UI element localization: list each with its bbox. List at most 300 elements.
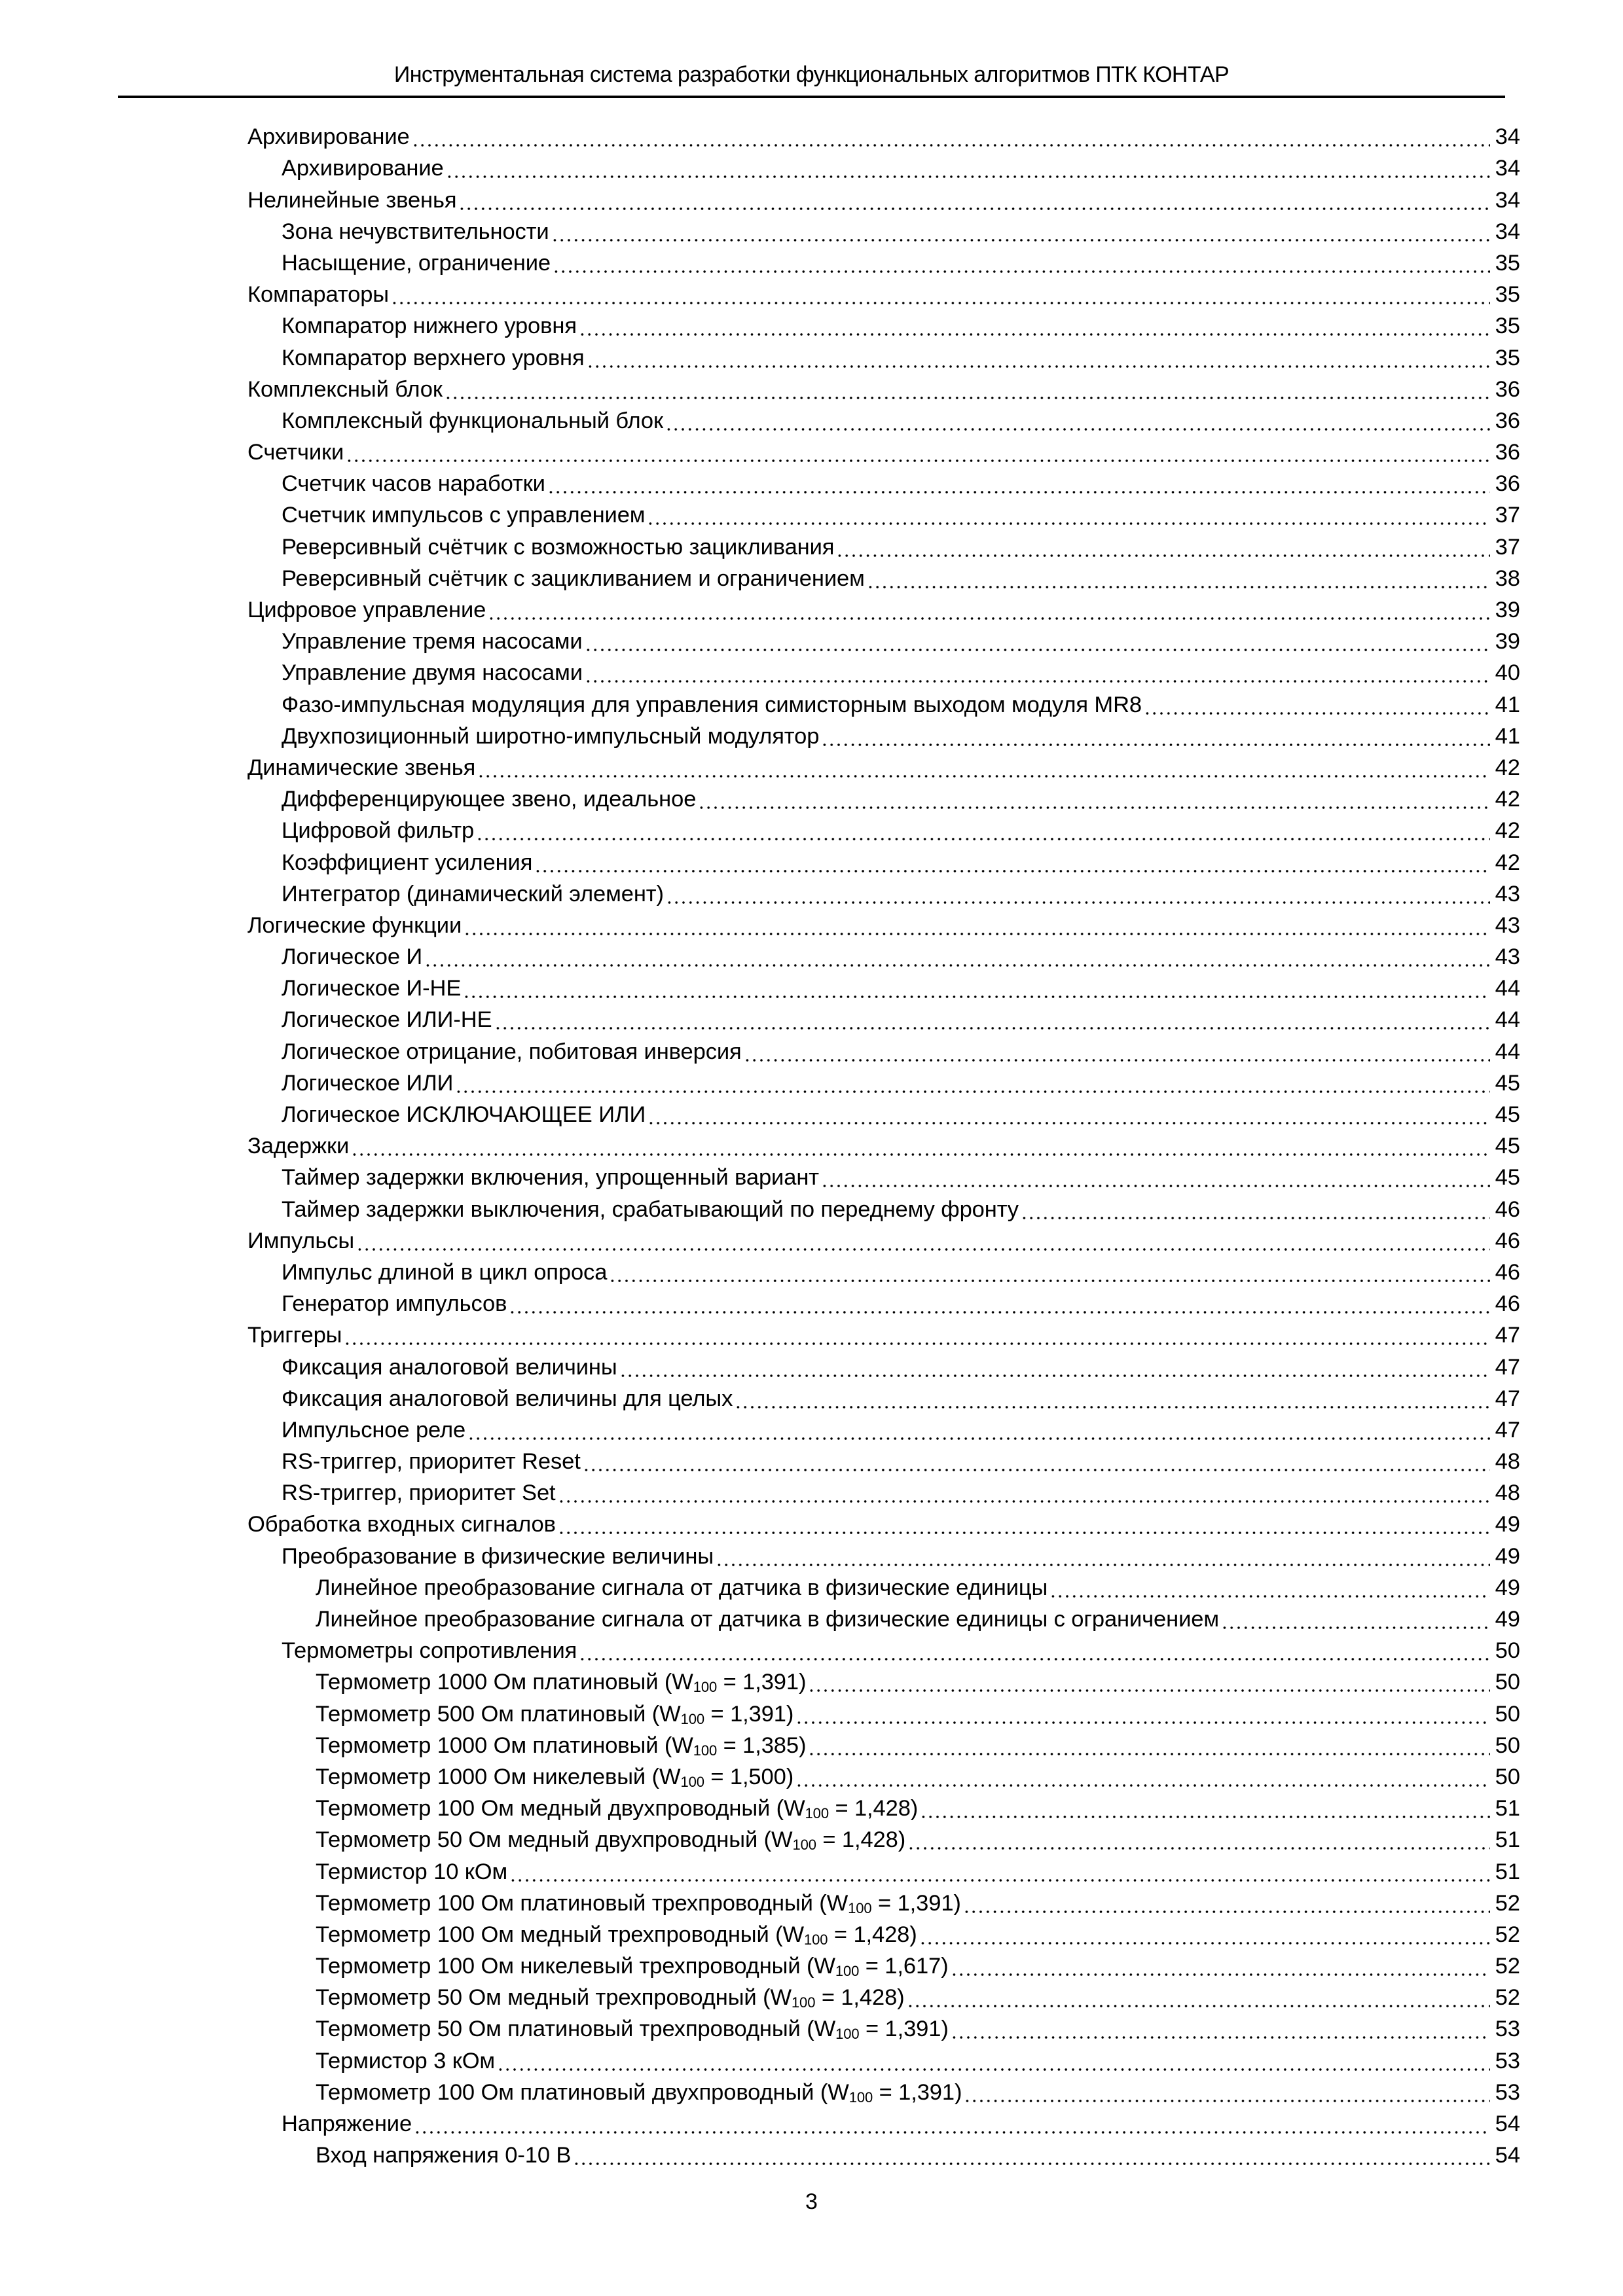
- toc-entry[interactable]: [247, 1380, 1520, 1411]
- toc-entry-page: 49: [1495, 1543, 1520, 1569]
- toc-dot-leader: [666, 885, 1490, 905]
- toc-entry[interactable]: [247, 1158, 1520, 1190]
- toc-entry[interactable]: [247, 244, 1520, 276]
- toc-dot-leader: [716, 1547, 1490, 1567]
- toc-entry-page: 34: [1495, 219, 1520, 244]
- toc-entry-title: [282, 1449, 583, 1474]
- toc-entry-page: 35: [1495, 282, 1520, 308]
- toc-entry-title: [282, 660, 585, 685]
- toc-dot-leader: [494, 1011, 1491, 1030]
- toc-entry-page: 54: [1495, 2143, 1520, 2168]
- toc-dot-leader: [907, 1988, 1490, 2008]
- toc-entry[interactable]: [247, 1789, 1520, 1821]
- toc-entry[interactable]: [247, 1285, 1520, 1316]
- toc-entry-page: 42: [1495, 755, 1520, 780]
- toc-entry[interactable]: [247, 2105, 1520, 2136]
- toc-entry-title-text: Нелинейные звенья: [247, 187, 457, 213]
- toc-entry[interactable]: [247, 1537, 1520, 1568]
- toc-entry-title-text: Логическое отрицание, побитовая инверсия: [282, 1039, 742, 1064]
- toc-dot-leader: [346, 443, 1490, 463]
- toc-entry-title: [316, 1702, 795, 1727]
- toc-entry-title-text: Термометр 500 Ом платиновый (W: [316, 1701, 681, 1727]
- toc-entry-page: 42: [1495, 787, 1520, 812]
- toc-dot-leader: [509, 1295, 1490, 1314]
- toc-entry-page: 36: [1495, 471, 1520, 497]
- toc-entry-title-subscript: 100: [805, 1805, 829, 1821]
- toc-entry-title: [282, 156, 446, 181]
- toc-entry-title-text: Термометр 100 Ом никелевый трехпроводный (W: [316, 1954, 835, 1979]
- toc-entry-title: [282, 1197, 1021, 1222]
- toc-entry[interactable]: [247, 213, 1520, 244]
- toc-dot-leader: [920, 1799, 1490, 1819]
- toc-entry-title: [282, 1165, 821, 1190]
- toc-entry-page: 46: [1495, 1228, 1520, 1253]
- toc-entry-page: 49: [1495, 1575, 1520, 1600]
- toc-entry-title: [282, 2111, 414, 2136]
- toc-entry-title-text: Напряжение: [282, 2111, 412, 2136]
- toc-entry-title: [247, 1323, 344, 1348]
- toc-entry-title-suffix: = 1,428): [816, 1827, 906, 1853]
- toc-entry-page: 47: [1495, 1354, 1520, 1380]
- toc-entry-title-suffix: = 1,391): [871, 1890, 961, 1916]
- toc-entry-title-subscript: 100: [804, 1931, 828, 1947]
- toc-entry-page: 45: [1495, 1165, 1520, 1191]
- toc-entry-title-text: Термометр 100 Ом платиновый двухпроводный (W: [316, 2079, 849, 2105]
- toc-dot-leader: [458, 191, 1490, 211]
- toc-entry[interactable]: [247, 1222, 1520, 1253]
- toc-entry-page: 47: [1495, 1386, 1520, 1411]
- toc-entry-title: [316, 1670, 808, 1695]
- toc-entry-title: [316, 1985, 907, 2010]
- toc-entry-title: [282, 944, 424, 969]
- toc-entry[interactable]: [247, 812, 1520, 843]
- toc-entry-title: [316, 1922, 919, 1947]
- toc-entry-title: [282, 1638, 579, 1663]
- toc-dot-leader: [808, 1673, 1490, 1693]
- toc-entry-title-text: RS-триггер, приоритет Set: [282, 1480, 556, 1506]
- toc-entry-title-text: Комплексный блок: [247, 376, 443, 402]
- toc-entry-title-text: Дифференцирующее звено, идеальное: [282, 787, 697, 812]
- toc-entry-title-text: Цифровой фильтр: [282, 818, 475, 844]
- toc-dot-leader: [1049, 1579, 1490, 1598]
- toc-entry[interactable]: [247, 181, 1520, 212]
- toc-entry-page: 44: [1495, 1007, 1520, 1033]
- toc-entry-title-text: Генератор импульсов: [282, 1291, 507, 1317]
- toc-entry[interactable]: [247, 1505, 1520, 1537]
- toc-entry[interactable]: [247, 1821, 1520, 1852]
- toc-entry-title-suffix: = 1,428): [815, 1985, 905, 2011]
- toc-dot-leader: [665, 412, 1490, 431]
- toc-dot-leader: [464, 916, 1490, 936]
- toc-entry-title-text: Логическое ИСКЛЮЧАЮЩЕЕ ИЛИ: [282, 1102, 646, 1127]
- toc-entry-title: [282, 251, 553, 276]
- toc-entry-title: [247, 913, 464, 938]
- toc-entry-title: [247, 1229, 356, 1253]
- toc-entry[interactable]: [247, 875, 1520, 906]
- toc-entry-title-text: Термометр 1000 Ом платиновый (W: [316, 1670, 693, 1695]
- toc-entry-page: 51: [1495, 1796, 1520, 1821]
- toc-entry[interactable]: [247, 1569, 1520, 1600]
- toc-entry-title-text: Счетчик часов наработки: [282, 471, 545, 497]
- toc-entry[interactable]: [247, 370, 1520, 402]
- toc-entry-title: [282, 882, 666, 906]
- toc-entry-title-subscript: 100: [848, 1899, 872, 1916]
- toc-entry[interactable]: [247, 2010, 1520, 2041]
- toc-entry[interactable]: [247, 906, 1520, 938]
- toc-entry[interactable]: [247, 969, 1520, 1001]
- toc-entry-title-suffix: = 1,428): [828, 1796, 919, 1821]
- toc-entry-title: [316, 1827, 907, 1852]
- toc-entry[interactable]: [247, 1064, 1520, 1096]
- toc-entry[interactable]: [247, 685, 1520, 717]
- toc-entry[interactable]: [247, 622, 1520, 654]
- toc-entry[interactable]: [247, 1096, 1520, 1127]
- toc-entry-title-text: Двухпозиционный широтно-импульсный модулятор: [282, 723, 820, 749]
- toc-entry-title: [282, 1418, 467, 1443]
- toc-entry[interactable]: [247, 654, 1520, 685]
- toc-dot-leader: [821, 727, 1490, 747]
- toc-entry-title-text: Реверсивный счётчик с возможностью зацикливания: [282, 534, 835, 560]
- toc-entry-title-suffix: = 1,391): [717, 1670, 807, 1695]
- toc-entry-title-text: Термометр 50 Ом платиновый трехпроводный (W: [316, 2017, 836, 2042]
- toc-entry-title-text: Счетчики: [247, 440, 344, 465]
- toc-entry-title-text: Триггеры: [247, 1323, 342, 1348]
- toc-entry-page: 52: [1495, 1890, 1520, 1916]
- toc-entry-title: [282, 346, 587, 370]
- toc-entry-page: 38: [1495, 565, 1520, 591]
- toc-entry[interactable]: [247, 1190, 1520, 1221]
- toc-entry-title-text: Логическое И-НЕ: [282, 976, 462, 1001]
- toc-entry-page: 52: [1495, 1922, 1520, 1947]
- toc-entry-title-suffix: = 1,391): [873, 2079, 962, 2105]
- toc-entry-title-text: Термометр 1000 Ом платиновый (W: [316, 1732, 693, 1758]
- toc-entry-title-subscript: 100: [835, 2026, 860, 2042]
- toc-dot-leader: [573, 2146, 1490, 2166]
- toc-dot-leader: [391, 285, 1490, 305]
- toc-entry-page: 53: [1495, 2017, 1520, 2042]
- toc-dot-leader: [414, 2115, 1490, 2134]
- toc-entry-title: [282, 629, 585, 654]
- toc-dot-leader: [476, 821, 1490, 841]
- toc-dot-leader: [424, 948, 1490, 967]
- toc-entry[interactable]: [247, 307, 1520, 338]
- toc-entry-title: [282, 1260, 609, 1285]
- toc-dot-leader: [585, 632, 1490, 652]
- toc-dot-leader: [585, 664, 1490, 683]
- toc-entry-page: 36: [1495, 440, 1520, 465]
- toc-dot-leader: [477, 759, 1490, 778]
- toc-entry-title-text: Архивирование: [282, 156, 444, 181]
- toc-entry[interactable]: [247, 1916, 1520, 1947]
- toc-entry-title: [316, 2049, 497, 2073]
- toc-entry-page: 36: [1495, 376, 1520, 402]
- toc-entry-title-text: Термометр 50 Ом медный трехпроводный (W: [316, 1985, 792, 2011]
- toc-entry-page: 45: [1495, 1102, 1520, 1127]
- toc-entry-title-text: Фиксация аналоговой величины для целых: [282, 1386, 733, 1411]
- toc-entry-title-text: Интегратор (динамический элемент): [282, 881, 664, 906]
- toc-entry-title-text: Таймер задержки включения, упрощенный вариант: [282, 1165, 819, 1191]
- toc-entry-title-subscript: 100: [848, 2089, 873, 2105]
- toc-entry-title-text: Линейное преобразование сигнала от датчика в физические единицы с ограничением: [316, 1607, 1219, 1632]
- toc-entry[interactable]: [247, 1600, 1520, 1632]
- toc-entry-title: [316, 1796, 920, 1821]
- toc-entry-page: 35: [1495, 250, 1520, 276]
- toc-entry-title-text: Компаратор верхнего уровня: [282, 345, 585, 370]
- toc-entry-title: [316, 2080, 964, 2105]
- toc-entry[interactable]: [247, 1001, 1520, 1032]
- toc-entry[interactable]: [247, 749, 1520, 780]
- toc-entry[interactable]: [247, 149, 1520, 181]
- toc-entry-title-text: Компараторы: [247, 282, 389, 308]
- toc-entry-page: 46: [1495, 1196, 1520, 1222]
- toc-entry[interactable]: [247, 1443, 1520, 1474]
- toc-entry-page: 34: [1495, 187, 1520, 213]
- toc-entry-page: 35: [1495, 314, 1520, 339]
- toc-entry[interactable]: [247, 1316, 1520, 1348]
- toc-entry-title-text: Задержки: [247, 1134, 350, 1159]
- toc-entry[interactable]: [247, 780, 1520, 812]
- toc-entry-title: [282, 566, 867, 591]
- toc-dot-leader: [647, 1105, 1490, 1125]
- toc-dot-leader: [467, 1421, 1490, 1441]
- toc-entry-title-text: Таймер задержки выключения, срабатывающий по переднему фронту: [282, 1196, 1019, 1222]
- toc-dot-leader: [445, 380, 1490, 400]
- toc-entry[interactable]: [247, 560, 1520, 591]
- toc-entry-title: [247, 1134, 351, 1158]
- toc-entry-title-text: Термистор 3 кОм: [316, 2048, 496, 2073]
- toc-dot-leader: [446, 159, 1490, 179]
- toc-entry-page: 39: [1495, 629, 1520, 655]
- toc-entry-page: 45: [1495, 1134, 1520, 1159]
- toc-entry-title: [247, 1512, 558, 1537]
- toc-entry[interactable]: [247, 717, 1520, 749]
- toc-entry[interactable]: [247, 1695, 1520, 1726]
- toc-entry-page: 37: [1495, 534, 1520, 560]
- toc-dot-leader: [795, 1768, 1490, 1787]
- toc-entry-title-subscript: 100: [693, 1742, 718, 1758]
- toc-entry-title-subscript: 100: [693, 1679, 718, 1695]
- toc-dot-leader: [558, 1515, 1490, 1535]
- toc-dot-leader: [1144, 696, 1490, 715]
- toc-dot-leader: [821, 1168, 1490, 1188]
- toc-dot-leader: [964, 2083, 1490, 2103]
- toc-entry-page: 43: [1495, 912, 1520, 938]
- toc-dot-leader: [1021, 1200, 1490, 1220]
- toc-entry-page: 36: [1495, 408, 1520, 433]
- toc-dot-leader: [836, 538, 1490, 558]
- toc-entry-title: [282, 818, 476, 843]
- toc-dot-leader: [698, 790, 1490, 810]
- toc-entry-title: [282, 408, 665, 433]
- toc-entry-page: 35: [1495, 345, 1520, 370]
- toc-entry[interactable]: [247, 1411, 1520, 1443]
- toc-entry-title: [282, 1480, 558, 1505]
- toc-entry-title-text: Управление двумя насосами: [282, 660, 583, 686]
- toc-dot-leader: [497, 2052, 1490, 2072]
- toc-entry[interactable]: [247, 496, 1520, 528]
- toc-entry[interactable]: [247, 1127, 1520, 1158]
- toc-entry-title: [282, 314, 579, 338]
- toc-dot-leader: [919, 1926, 1490, 1945]
- toc-entry-title: [316, 1765, 795, 1789]
- toc-entry[interactable]: [247, 1947, 1520, 1979]
- toc-entry-title-text: Термометр 50 Ом медный двухпроводный (W: [316, 1827, 793, 1853]
- toc-entry-title: [282, 219, 551, 244]
- toc-entry[interactable]: [247, 1474, 1520, 1505]
- toc-entry-title: [247, 755, 477, 780]
- toc-entry-title: [247, 598, 488, 622]
- toc-entry-title: [316, 2017, 951, 2041]
- toc-entry[interactable]: [247, 118, 1520, 149]
- toc-entry-title: [282, 1386, 735, 1411]
- toc-entry-title: [282, 787, 698, 812]
- toc-entry-title-text: Логические функции: [247, 912, 462, 938]
- toc-entry-title-text: Комплексный функциональный блок: [282, 408, 664, 433]
- toc-entry-page: 50: [1495, 1701, 1520, 1727]
- toc-entry-title: [247, 440, 346, 465]
- toc-entry[interactable]: [247, 1032, 1520, 1064]
- toc-entry[interactable]: [247, 1758, 1520, 1789]
- toc-entry-title-text: Импульс длиной в цикл опроса: [282, 1259, 608, 1285]
- toc-entry-page: 52: [1495, 1985, 1520, 2011]
- toc-entry-title-subscript: 100: [835, 1963, 860, 1979]
- toc-dot-leader: [509, 1863, 1490, 1882]
- toc-entry-page: 43: [1495, 881, 1520, 906]
- toc-dot-leader: [951, 2020, 1490, 2039]
- toc-entry-page: 41: [1495, 723, 1520, 749]
- toc-entry-title-text: Насыщение, ограничение: [282, 250, 551, 276]
- toc-entry[interactable]: [247, 2136, 1520, 2168]
- toc-entry-page: 48: [1495, 1449, 1520, 1475]
- toc-dot-leader: [547, 475, 1490, 494]
- running-header: Инструментальная система разработки функциональных алгоритмов ПТК КОНТАР: [393, 62, 1230, 87]
- toc-entry-page: 52: [1495, 1954, 1520, 1979]
- toc-entry[interactable]: [247, 938, 1520, 969]
- toc-entry-page: 34: [1495, 124, 1520, 150]
- toc-dot-leader: [609, 1263, 1490, 1283]
- toc-entry-title-text: Архивирование: [247, 124, 410, 150]
- toc-entry[interactable]: [247, 338, 1520, 370]
- toc-dot-leader: [951, 1957, 1490, 1977]
- toc-dot-leader: [647, 506, 1490, 526]
- toc-entry-title-text: Счетчик импульсов с управлением: [282, 503, 646, 528]
- toc-entry-title-text: Термометр 100 Ом медный двухпроводный (W: [316, 1796, 805, 1821]
- toc-entry[interactable]: [247, 528, 1520, 559]
- toc-entry-title-text: RS-триггер, приоритет Reset: [282, 1449, 581, 1475]
- toc-entry-title-subscript: 100: [680, 1710, 705, 1727]
- toc-dot-leader: [963, 1894, 1490, 1914]
- toc-entry[interactable]: [247, 465, 1520, 496]
- toc-entry-title-text: Импульсы: [247, 1228, 355, 1253]
- toc-entry-title: [316, 1891, 963, 1916]
- toc-dot-leader: [463, 979, 1490, 999]
- toc-entry-title: [282, 850, 534, 875]
- toc-entry-title-subscript: 100: [792, 1837, 816, 1853]
- toc-entry-page: 46: [1495, 1259, 1520, 1285]
- toc-entry-page: 44: [1495, 976, 1520, 1001]
- toc-dot-leader: [356, 1232, 1490, 1251]
- toc-entry-title-text: Термистор 10 кОм: [316, 1859, 508, 1884]
- toc-entry-title: [282, 1039, 744, 1064]
- toc-entry[interactable]: [247, 2073, 1520, 2105]
- toc-dot-leader: [534, 853, 1490, 873]
- toc-entry-title-text: Цифровое управление: [247, 598, 486, 622]
- toc-dot-leader: [344, 1326, 1490, 1346]
- toc-entry-page: 54: [1495, 2111, 1520, 2136]
- toc-entry-title: [282, 1291, 509, 1316]
- toc-entry-title-text: Вход напряжения 0-10 В: [316, 2143, 572, 2168]
- toc-entry-page: 41: [1495, 692, 1520, 717]
- toc-entry-page: 49: [1495, 1512, 1520, 1537]
- toc-dot-leader: [907, 1831, 1490, 1850]
- toc-entry-title: [282, 1544, 716, 1569]
- toc-entry-title-text: Фиксация аналоговой величины: [282, 1354, 617, 1380]
- toc-entry-title: [282, 1355, 619, 1380]
- toc-entry-page: 51: [1495, 1859, 1520, 1884]
- toc-entry-title-text: Термометр 100 Ом платиновый трехпроводный (W: [316, 1890, 848, 1916]
- page-number: 3: [805, 2189, 818, 2214]
- toc-entry-title: [247, 188, 458, 213]
- toc-entry-page: 40: [1495, 660, 1520, 686]
- toc-dot-leader: [553, 254, 1490, 274]
- toc-entry-page: 42: [1495, 850, 1520, 875]
- toc-entry-page: 51: [1495, 1827, 1520, 1853]
- toc-entry-title: [316, 1575, 1049, 1600]
- toc-dot-leader: [488, 601, 1490, 620]
- toc-dot-leader: [412, 128, 1490, 147]
- toc-dot-leader: [795, 1705, 1490, 1725]
- toc-dot-leader: [808, 1736, 1490, 1756]
- toc-entry[interactable]: [247, 1884, 1520, 1916]
- toc-entry[interactable]: [247, 1979, 1520, 2010]
- toc-entry-page: 50: [1495, 1638, 1520, 1664]
- toc-entry[interactable]: [247, 276, 1520, 307]
- toc-entry-title-suffix: = 1,500): [704, 1764, 794, 1789]
- toc-entry-title: [282, 1071, 455, 1096]
- toc-entry-page: 47: [1495, 1323, 1520, 1348]
- toc-entry-page: 45: [1495, 1070, 1520, 1096]
- toc-entry-title-text: Коэффициент усиления: [282, 850, 533, 875]
- toc-entry[interactable]: [247, 1663, 1520, 1695]
- toc-dot-leader: [579, 317, 1490, 336]
- toc-entry[interactable]: [247, 433, 1520, 465]
- toc-entry-page: 47: [1495, 1417, 1520, 1443]
- toc-entry[interactable]: [247, 402, 1520, 433]
- toc-entry-page: 53: [1495, 2079, 1520, 2105]
- toc-entry[interactable]: [247, 591, 1520, 622]
- header-rule: [118, 96, 1505, 98]
- toc-entry-title-text: Логическое ИЛИ: [282, 1070, 454, 1096]
- toc-entry[interactable]: [247, 2041, 1520, 2073]
- toc-entry[interactable]: [247, 843, 1520, 874]
- toc-entry-title-text: Линейное преобразование сигнала от датчика в физические единицы: [316, 1575, 1048, 1600]
- toc-entry-title-suffix: = 1,428): [828, 1922, 917, 1947]
- toc-entry-page: 50: [1495, 1670, 1520, 1695]
- toc-entry-title: [282, 692, 1144, 717]
- toc-entry[interactable]: [247, 1727, 1520, 1758]
- toc-entry-title: [316, 1607, 1221, 1632]
- toc-entry-title-text: Зона нечувствительности: [282, 219, 549, 244]
- toc-entry[interactable]: [247, 1253, 1520, 1285]
- toc-dot-leader: [619, 1358, 1490, 1378]
- toc-entry[interactable]: [247, 1852, 1520, 1884]
- toc-dot-leader: [744, 1043, 1490, 1062]
- toc-entry-title: [282, 1007, 494, 1032]
- toc-entry-page: 48: [1495, 1480, 1520, 1506]
- toc-entry[interactable]: [247, 1348, 1520, 1379]
- toc-entry[interactable]: [247, 1632, 1520, 1663]
- toc-entry-page: 43: [1495, 944, 1520, 970]
